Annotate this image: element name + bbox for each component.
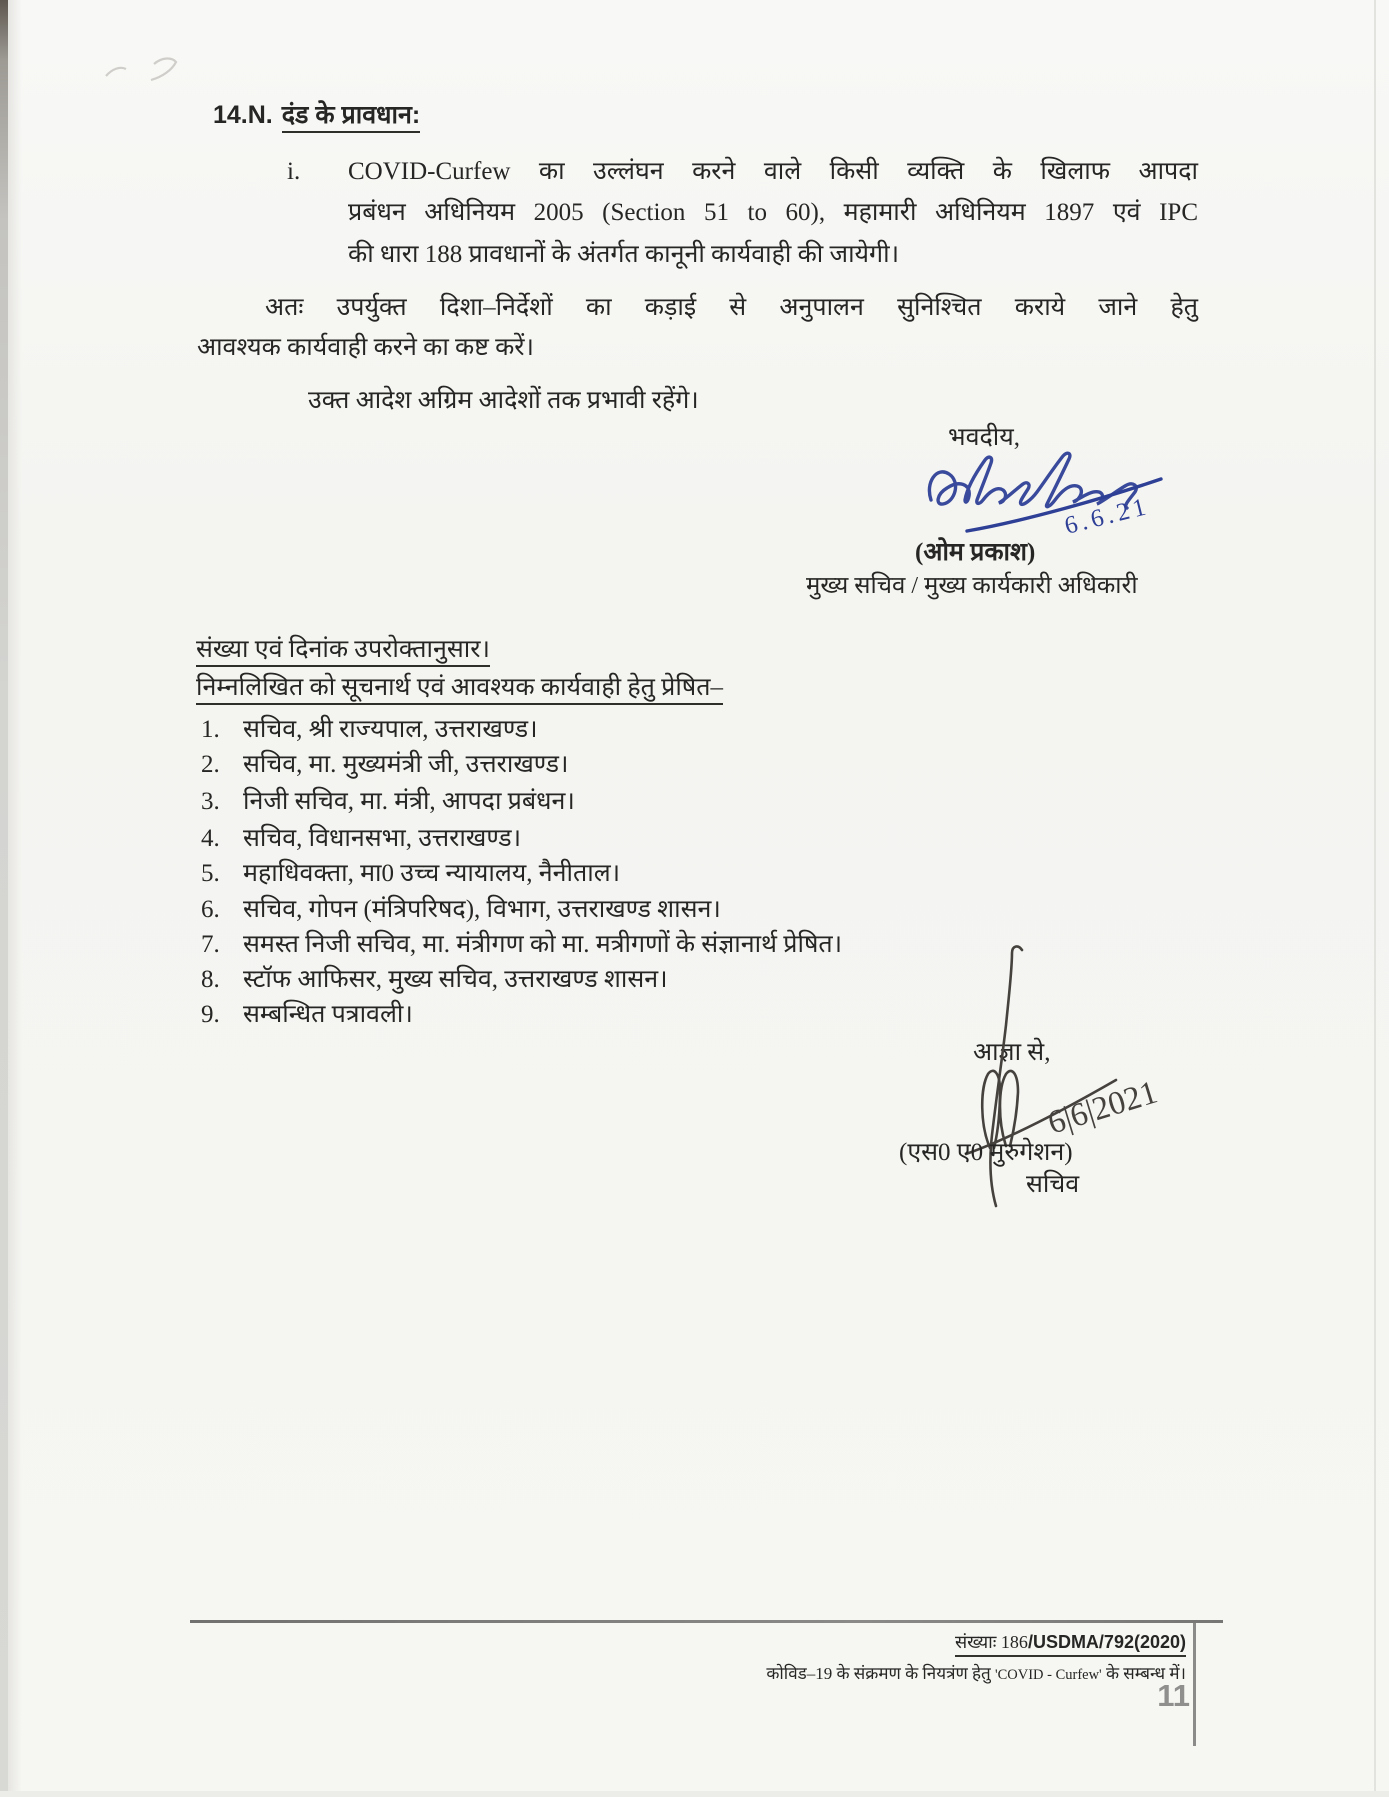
page-number: 11 bbox=[1157, 1678, 1190, 1713]
list-item-text: महाधिवक्ता, मा0 उच्च न्यायालय, नैनीताल। bbox=[243, 860, 621, 887]
section-heading bbox=[213, 100, 420, 131]
list-item-text: सम्बन्धित पत्रावली। bbox=[243, 1001, 413, 1028]
signatory-designation-2: सचिव bbox=[1026, 1171, 1080, 1198]
clause-line-1: COVID-Curfew का उल्लंघन करने वाले किसी व्यक्ति के खिलाफ आपदा bbox=[348, 158, 1198, 185]
para-compliance-line-1: अतः उपर्युक्त दिशा–निर्देशों का कड़ाई से अनुपालन सुनिश्चित कराये जाने हेतु bbox=[265, 294, 1198, 321]
footer-subject-suffix: के सम्बन्ध में। bbox=[1101, 1664, 1186, 1683]
footer-subject bbox=[766, 1661, 1186, 1684]
list-item-text: स्टॉफ आफिसर, मुख्य सचिव, उत्तराखण्ड शासन। bbox=[243, 966, 668, 993]
list-item-number: 3. bbox=[201, 788, 220, 815]
pencil-stroke-1 bbox=[106, 68, 126, 76]
ref-date-line bbox=[196, 634, 490, 665]
list-item bbox=[201, 855, 620, 889]
list-item-text: सचिव, विधानसभा, उत्तराखण्ड। bbox=[243, 825, 522, 852]
scan-left-shadow bbox=[8, 0, 22, 1797]
signature-date-1: 6.6.21 bbox=[1061, 492, 1153, 540]
list-item bbox=[201, 783, 575, 817]
clause-marker: i. bbox=[287, 158, 301, 185]
footer-vertical-rule bbox=[1193, 1623, 1196, 1746]
list-item-text: सचिव, श्री राज्यपाल, उत्तराखण्ड। bbox=[243, 716, 538, 743]
scan-right-edge bbox=[1374, 0, 1376, 1797]
para-compliance-line-2: आवश्यक कार्यवाही करने का कष्ट करें। bbox=[197, 334, 535, 361]
signature-om-prakash bbox=[915, 430, 1187, 552]
list-item-number: 6. bbox=[201, 896, 220, 923]
list-item-number: 4. bbox=[201, 825, 220, 852]
list-item bbox=[201, 996, 413, 1030]
list-item-number: 9. bbox=[201, 1001, 220, 1028]
list-item-text: समस्त निजी सचिव, मा. मंत्रीगण को मा. मत्रीगणों के संज्ञानार्थ प्रेषित। bbox=[243, 931, 843, 958]
footer-reference-number: संख्याः 186 bbox=[955, 1632, 1028, 1652]
signature-scribble bbox=[929, 453, 1136, 508]
signature-date-2: 6|6|2021 bbox=[1043, 1074, 1162, 1142]
para-validity: उक्त आदेश अग्रिम आदेशों तक प्रभावी रहेंगे। bbox=[308, 387, 699, 414]
list-item-number: 2. bbox=[201, 751, 220, 778]
footer-reference bbox=[955, 1630, 1186, 1657]
list-item-text: सचिव, गोपन (मंत्रिपरिषद), विभाग, उत्तराखण्ड शासन। bbox=[243, 896, 721, 923]
clause-line-3: की धारा 188 प्रावधानों के अंतर्गत कानूनी कार्यवाही की जायेगी। bbox=[348, 241, 900, 268]
signatory-name-2: (एस0 ए0 मुरुगेशन) bbox=[899, 1139, 1073, 1166]
section-heading-title: दंड के प्रावधान: bbox=[282, 101, 420, 133]
list-item-number: 8. bbox=[201, 966, 220, 993]
list-item bbox=[201, 746, 569, 780]
section-heading-number: 14.N. bbox=[213, 101, 273, 129]
list-item-number: 5. bbox=[201, 860, 220, 887]
pencil-squiggle-mark bbox=[98, 48, 213, 96]
footer-subject-latin: 'COVID - Curfew' bbox=[994, 1667, 1102, 1683]
scan-bottom-edge bbox=[0, 1791, 1389, 1797]
distribution-heading-text: निम्नलिखित को सूचनार्थ एवं आवश्यक कार्यवाही हेतु प्रेषित– bbox=[196, 674, 723, 705]
footer-reference-code: /USDMA/792(2020) bbox=[1027, 1632, 1186, 1652]
footer-subject-prefix: कोविड–19 के संक्रमण के नियत्रंण हेतु bbox=[766, 1664, 995, 1683]
list-item bbox=[201, 961, 668, 995]
clause-line-2: प्रबंधन अधिनियम 2005 (Section 51 to 60), महामारी अधिनियम 1897 एवं IPC bbox=[348, 199, 1198, 226]
list-item-text: निजी सचिव, मा. मंत्री, आपदा प्रबंधन। bbox=[243, 788, 575, 815]
scan-left-edge bbox=[0, 0, 8, 1797]
footer-horizontal-rule bbox=[190, 1620, 1223, 1623]
list-item bbox=[201, 926, 842, 960]
list-item bbox=[201, 711, 538, 745]
signatory-designation-1: मुख्य सचिव / मुख्य कार्यकारी अधिकारी bbox=[806, 573, 1138, 599]
list-item-number: 1. bbox=[201, 716, 220, 743]
list-item bbox=[201, 820, 521, 854]
by-order-label: आज्ञा से, bbox=[973, 1039, 1051, 1066]
list-item-text: सचिव, मा. मुख्यमंत्री जी, उत्तराखण्ड। bbox=[243, 751, 569, 778]
pencil-stroke-2 bbox=[151, 58, 176, 80]
list-item-number: 7. bbox=[201, 931, 220, 958]
distribution-heading bbox=[196, 672, 723, 703]
signatory-name-1: (ओम प्रकाश) bbox=[915, 539, 1036, 566]
list-item bbox=[201, 891, 721, 925]
ref-date-text: संख्या एवं दिनांक उपरोक्तानुसार। bbox=[196, 636, 490, 667]
salutation: भवदीय, bbox=[948, 424, 1020, 451]
